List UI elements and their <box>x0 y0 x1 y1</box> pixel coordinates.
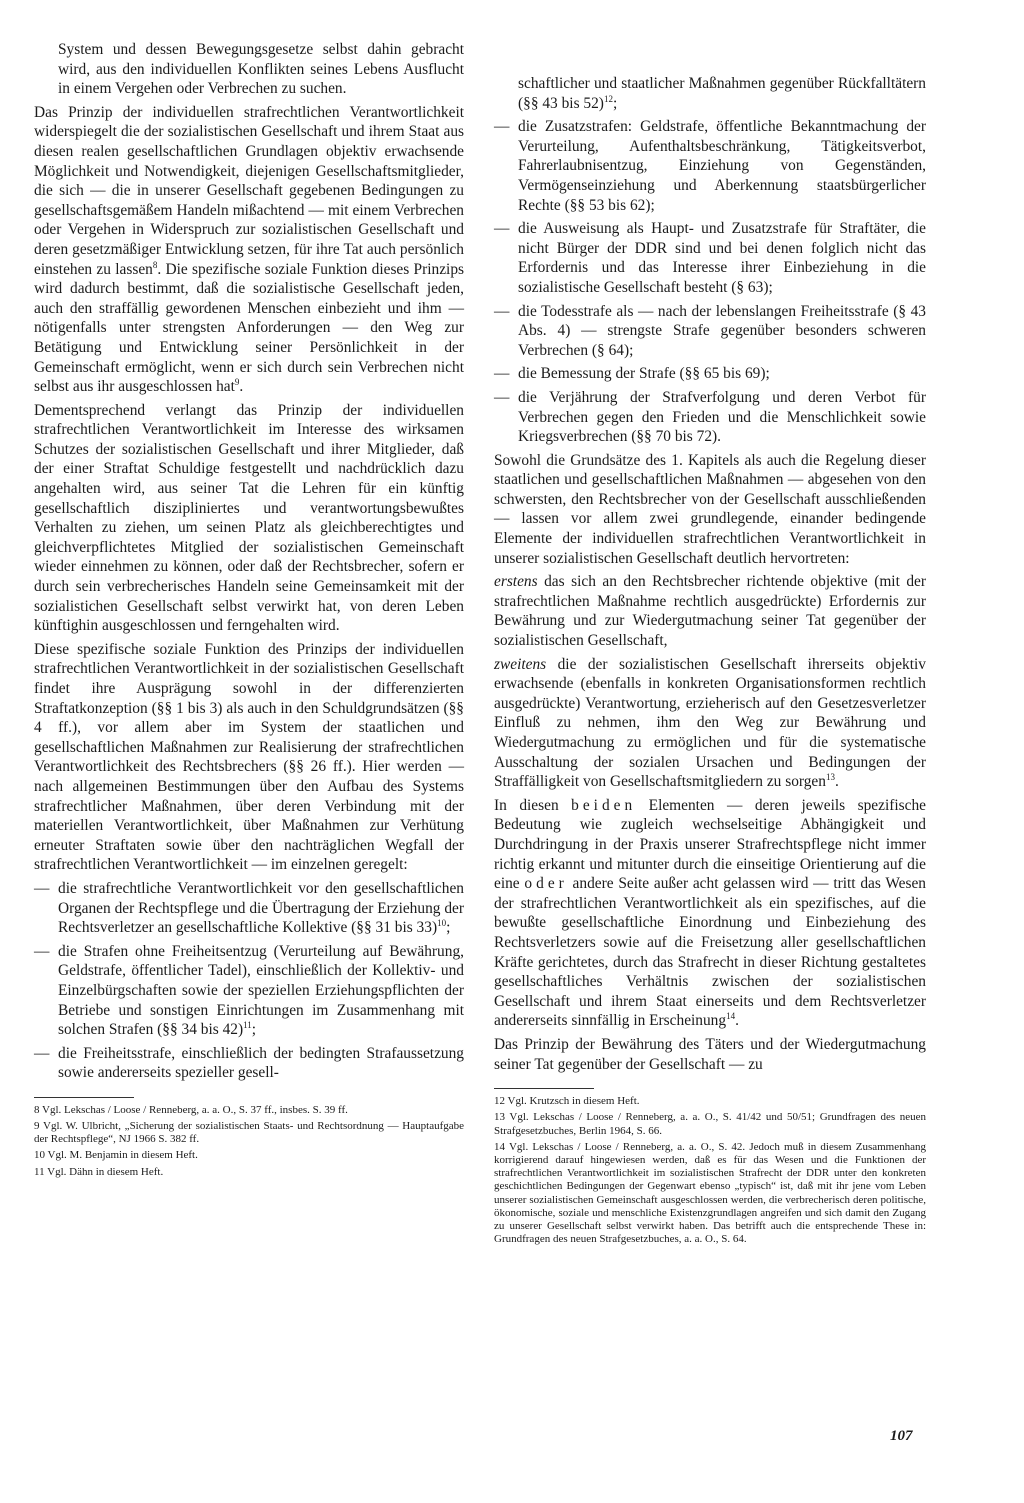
paragraph-social-function: Diese spezifische soziale Funktion des Prinzips der individuellen strafrechtlichen Verantwortlichkeit in der sozialistischen Gesellschaft findet ihre Ausprägung sowohl in der differenzierten Straftatkonzeption (§§ 1 bis 3) als auch in den Schuldgrundsätzen (§§ 4 ff.), vor allem aber im System der staatlichen und gesellschaftlichen Maßnahmen zur Realisierung der strafrechtlichen Verantwortlichkeit des Rechtsbrechers (§§ 26 ff.). Hier werden — nach allgemeinen Bestimmungen über den Aufbau des Systems strafrechtlicher Maßnahmen, über deren Verbindung mit der materiellen Verantwortlichkeit, über Maßnahmen zur Verhütung erneuter Straftaten sowie über den nachträglichen Wegfall der strafrechtlichen Verantwortlichkeit — im einzelnen geregelt: <box>34 640 464 874</box>
list-item: — die Ausweisung als Haupt- und Zusatzstrafe für Straftäter, die nicht Bürger der DDR sind und bei denen folglich nicht das Erfordernis und das Interesse ihrer Einbeziehung in die sozialistische Gesellschaft besteht (§ 63); <box>494 219 926 297</box>
footnote-ref-12: 12 <box>603 93 613 104</box>
page-number: 107 <box>890 1428 913 1444</box>
paragraph-both-elements: In diesen beiden Elementen — deren jeweils spezifische Bedeutung wie zugleich wechselseitige Abhängigkeit und Durchdringung in der Praxis unserer Strafrechtspflege nicht immer richtig erkannt und mitunter durch die einseitige Orientierung auf die eine oder andere Seite außer acht gelassen wird — tritt das Wesen der strafrechtlichen Verantwortlichkeit als ein spezifisches, auf die bewußte gesellschaftliche Einordnung und Einbeziehung des Rechtsverletzers sowie auf die Freisetzung aller gesellschaftlichen Kräfte gerichtetes, durch das Strafrecht in dieser Richtung gestaltetes gesellschaftliches Verhältnis zwischen der sozialistischen Gesellschaft und ihrem Staat einerseits und dem Rechtsverletzer andererseits sinnfällig in Erscheinung$^{14}$. <box>494 796 927 1030</box>
list-item: — die strafrechtliche Verantwortlichkeit vor den gesellschaftlichen Organen der Rechtspflege und die Übertragung der Erziehung der Rechtsverletzer an gesellschaftliche Kollektive (§§ 31 bis 33)$^{10}$; <box>34 879 464 938</box>
paragraph-element-second: zweitens die der sozialistischen Gesellschaft ihrerseits objektiv erwachsende (ebenfalls in konkreten Organisationsformen rechtlich ausgedrückte) Verantwortung, erzieherisch auf den Gesetzesverletzer Einfluß zu nehmen, ihm den Weg zur Bewährung und Wiedergutmachung zu ermöglichen und für die systematische Ausschaltung der sozialen Ursachen und Bedingungen der Straffälligkeit von Gesellschaftsmitgliedern zu sorgen$^{13}$. <box>494 655 926 791</box>
footnote-9: 9 Vgl. W. Ulbricht, „Sicherung der sozialistischen Staats- und Rechtsordnung — Hauptaufgabe der Rechtspflege“, NJ 1966 S. 382 ff. <box>34 1120 464 1146</box>
list-item: — die Freiheitsstrafe, einschließlich der bedingten Strafaussetzung sowie andererseits spezieller gesell- <box>34 1044 464 1083</box>
footnote-11: 11 Vgl. Dähn in diesem Heft. <box>34 1165 164 1178</box>
paragraph-element-first: erstens das sich an den Rechtsbrecher richtende objektive (mit der strafrechtlichen Maßnahme rechtlich ausgedrückte) Erfordernis zur Bewährung und zur Wiedergutmachung seiner Tat gegenüber der sozialistischen Gesellschaft, <box>494 573 926 650</box>
list-item: — die Strafen ohne Freiheitsentzug (Verurteilung auf Bewährung, Geldstrafe, öffentlicher Tadel), einschließlich der Kollektiv- und Einzelbürgschaften sowie der speziellen Erziehungspflichten der Betriebe und sonstigen Einrichtungen im Zusammenhang mit solchen Strafen (§§ 34 bis 42)$^{11}$; <box>34 942 464 1040</box>
measures-list-right <box>494 117 926 447</box>
footnote-ref-14: 14 <box>726 1011 736 1022</box>
paragraph-accordingly: Dementsprechend verlangt das Prinzip der individuellen strafrechtlichen Verantwortlichkeit im Interesse des wirksamen Schutzes der sozialistischen Gesellschaft und ihrer Mitglieder, daß der einer Straftat Schuldige festgestellt und nachdrücklich dazu angehalten wird, aus seiner Tat die Lehren für ein künftig gesellschaftlich diszipliniertes und verantwortungsbewußtes Verhalten zu ziehen, um seinen Platz als gleichberechtigtes und gleichverpflichtetes Mitglied der sozialistischen Gemeinschaft wieder einnehmen zu können, oder daß der Rechtsbrecher, sofern er durch sein verbrecherisches Handeln seine Gemeinsamkeit mit der sozialistichen Gesellschaft selbst verwirkt hat, von deren Leben künftighin ausgeschlossen und ferngehalten wird. <box>34 401 464 635</box>
list-continuation: schaftlicher und staatlicher Maßnahmen gegenüber Rückfalltätern (§§ 43 bis 52)$^{12}$; <box>518 75 926 112</box>
paragraph-principles-chapter: Sowohl die Grundsätze des 1. Kapitels als auch die Regelung dieser staatlichen und gesellschaftlichen Maßnahmen — abgesehen von den schwersten, den Rechtsbrecher von der Gesellschaft ausschließenden — lassen vor allem zwei grundlegende, einander bedingende Elemente der individuellen strafrechtlichen Verantwortlichkeit in unserer sozialistischen Gesellschaft deutlich hervortreten: <box>494 451 926 567</box>
paragraph-principle: Das Prinzip der individuellen strafrechtlichen Verantwortlichkeit widerspiegelt die der sozialistischen Gesellschaft und ihrem Staat aus diesen realen gesellschaftlichen Grundlagen objektiv erwachsende Möglichkeit und Notwendigkeit, diejenigen Gesellschaftsmitglieder, die sich — die in unserer Gesellschaft gegebenen Bedingungen zu gesellschaftsgemäßem Handeln mißachtend — mit einem Verbrechen oder Vergehen in Widerspruch zur sozialistischen Gesellschaft und deren gesetzmäßiger Entwicklung setzen, für ihre Tat auch persönlich einstehen zu lassen$^8$. Die spezifische soziale Funktion dieses Prinzips wird dadurch bestimmt, daß die sozialistische Gesellschaft jeden, auch den straffällig gewordenen Menschen einbezieht und ihm — nötigenfalls unter strengsten Anforderungen — den Weg zur Betätigung und Entwicklung seiner Persönlichkeit in der Gemeinschaft ermöglicht, wenn er sich durch sein Verbrechen nicht selbst aus ihr ausgeschlossen hat$^9$. <box>34 103 464 396</box>
footnote-ref-11: 11 <box>243 1019 252 1030</box>
paragraph-continuation: System und dessen Bewegungsgesetze selbst dahin gebracht wird, aus den individuellen Konflikten seines Lebens Ausflucht in einem Vergehen oder Verbrechen zu suchen. <box>58 41 464 98</box>
footnote-ref-13: 13 <box>825 772 835 783</box>
right-column <box>494 74 926 1249</box>
footnote-13: 13 Vgl. Lekschas / Loose / Renneberg, a. a. O., S. 41/42 und 50/51; Grundfragen des neuen Strafgesetzbuches, Berlin 1964, S. 66. <box>494 1111 926 1137</box>
list-item: — die Todesstrafe als — nach der lebenslangen Freiheitsstrafe (§ 43 Abs. 4) — strengste Strafe gegenüber besonders schweren Verbrechen (§ 64); <box>494 302 926 361</box>
footnote-14: 14 Vgl. Lekschas / Loose / Renneberg, a. a. O., S. 42. Jedoch muß in diesem Zusammenhang korrigierend darauf hingewiesen werden, daß es für das Wesen und die Funktionen der strafrechtlichen Verantwortlichkeit im sozialistischen Strafrecht der DDR unter den konkreten geschichtlichen Bedingungen der Gegenwart ebenso „typisch“ ist, daß mit ihr jene vom Leben unserer sozialistischen Gemeinschaft ausgeschlossen werden, die verbrecherisch deren politische, ökonomische, soziale und menschliche Existenzgrundlagen angreifen und sich damit den Zugang zu unserer Gesellschaft selbst verwirkt haben. Das betrifft auch die entsprechende These in: Grundfragen des neuen Strafgesetzbuches, a. a. O., S. 64. <box>494 1140 926 1246</box>
footnote-12: 12 Vgl. Krutzsch in diesem Heft. <box>494 1095 640 1108</box>
list-item: — die Zusatzstrafen: Geldstrafe, öffentliche Bekanntmachung der Verurteilung, Aufenthaltsbeschränkung, Tätigkeitsverbot, Fahrerlaubnisentzug, Einziehung von Gegenständen, Vermögenseinziehung und Aberkennung staatsbürgerlicher Rechte (§§ 53 bis 62); <box>494 117 926 215</box>
footnote-8: 8 Vgl. Lekschas / Loose / Renneberg, a. a. O., S. 37 ff., insbes. S. 39 ff. <box>34 1103 348 1116</box>
footnote-ref-8: 8 <box>152 259 158 270</box>
footnote-ref-10: 10 <box>437 918 447 928</box>
list-item: — die Bemessung der Strafe (§§ 65 bis 69); <box>494 364 926 384</box>
left-column <box>34 40 464 1182</box>
measures-list-left <box>34 879 464 1083</box>
footnote-ref-9: 9 <box>234 376 240 387</box>
footnote-10: 10 Vgl. M. Benjamin in diesem Heft. <box>34 1149 198 1162</box>
list-item: — die Verjährung der Strafverfolgung und deren Verbot für Verbrechen gegen den Frieden und die Menschlichkeit sowie Kriegsverbrechen (§§ 70 bis 72). <box>494 388 926 447</box>
footnote-divider <box>494 1088 594 1089</box>
footnote-divider <box>34 1097 134 1098</box>
paragraph-probation: Das Prinzip der Bewährung des Täters und der Wiedergutmachung seiner Tat gegenüber der Gesellschaft — zu <box>494 1035 926 1073</box>
